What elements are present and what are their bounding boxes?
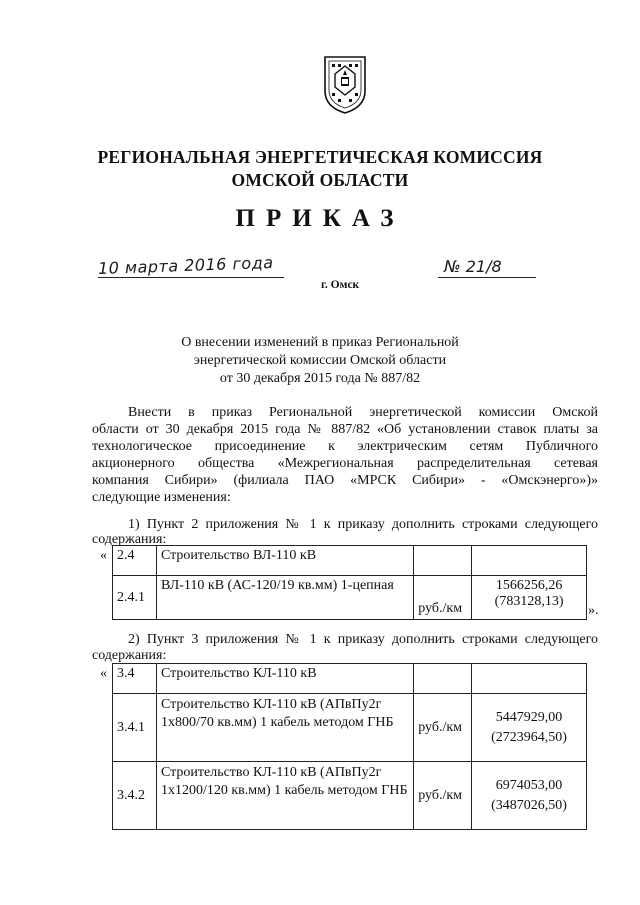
item2-line2: содержания: <box>92 648 167 663</box>
item1-line2: содержания: <box>92 532 167 547</box>
intro-line: технологическое присоединение к электрическим сетям Публичного <box>92 439 598 454</box>
row-name: ВЛ-110 кВ (АС-120/19 кв.мм) 1-цепная <box>156 576 413 620</box>
table-row <box>113 576 587 620</box>
table-row <box>113 664 587 694</box>
document-type-title: ПРИКАЗ <box>235 205 405 232</box>
value-bracket: (3487026,50) <box>491 797 567 813</box>
intro-line: акционерного общества «Межрегиональная распределительная сетевая <box>92 456 598 471</box>
row-number: 3.4.1 <box>113 694 157 762</box>
table-row <box>113 546 587 576</box>
value-main: 6974053,00 <box>495 777 563 793</box>
value-bracket: (783128,13) <box>494 594 564 609</box>
closing-quote: ». <box>588 603 599 618</box>
value-main: 1566256,26 <box>495 578 563 593</box>
handwritten-date: 10 марта 2016 года <box>97 252 274 279</box>
row-number: 3.4 <box>113 664 157 694</box>
row-value <box>472 762 587 830</box>
handwritten-order-number: № 21/8 <box>444 257 502 276</box>
table-point-2 <box>112 545 587 620</box>
date-underline <box>98 277 284 278</box>
table-point-3 <box>112 663 587 830</box>
table-row <box>113 762 587 830</box>
item1-line1: 1) Пункт 2 приложения № 1 к приказу дополнить строками следующего <box>128 517 598 532</box>
intro-line: компания Сибири» (филиала ПАО «МРСК Сибири» - «Омскэнерго»)» <box>92 473 598 488</box>
row-value <box>472 576 587 620</box>
row-unit <box>414 546 472 576</box>
intro-last-line: следующие изменения: <box>92 490 231 505</box>
coat-of-arms-emblem <box>321 53 369 115</box>
row-value <box>472 546 587 576</box>
opening-quote: « <box>100 548 107 563</box>
row-unit <box>414 664 472 694</box>
row-name: Строительство ВЛ-110 кВ <box>156 546 413 576</box>
row-number: 3.4.2 <box>113 762 157 830</box>
row-unit: руб./км <box>414 762 472 830</box>
opening-quote: « <box>100 666 107 681</box>
row-name: Строительство КЛ-110 кВ (АПвПу2г 1х800/70 кв.мм) 1 кабель методом ГНБ <box>156 694 413 762</box>
row-name: Строительство КЛ-110 кВ (АПвПу2г 1х1200/120 кв.мм) 1 кабель методом ГНБ <box>156 762 413 830</box>
subject-line3: от 30 декабря 2015 года № 887/82 <box>219 371 421 386</box>
organization-name-line2: ОМСКОЙ ОБЛАСТИ <box>231 170 409 190</box>
row-value <box>472 694 587 762</box>
city-label: г. Омск <box>321 279 360 291</box>
row-value <box>472 664 587 694</box>
intro-line: Внести в приказ Региональной энергетической комиссии Омской <box>128 405 598 420</box>
row-number: 2.4 <box>113 546 157 576</box>
row-name: Строительство КЛ-110 кВ <box>156 664 413 694</box>
row-unit: руб./км <box>414 576 472 620</box>
value-main: 5447929,00 <box>495 709 563 725</box>
organization-name-line1: РЕГИОНАЛЬНАЯ ЭНЕРГЕТИЧЕСКАЯ КОМИССИЯ <box>97 147 543 167</box>
number-underline <box>438 277 536 278</box>
subject-line1: О внесении изменений в приказ Региональной <box>181 335 459 350</box>
intro-line: области от 30 декабря 2015 года № 887/82 «Об установлении ставок платы за <box>92 422 598 437</box>
row-unit: руб./км <box>414 694 472 762</box>
subject-line2: энергетической комиссии Омской области <box>193 353 447 368</box>
item2-line1: 2) Пункт 3 приложения № 1 к приказу дополнить строками следующего <box>128 632 598 647</box>
value-bracket: (2723964,50) <box>491 729 567 745</box>
row-number: 2.4.1 <box>113 576 157 620</box>
table-row <box>113 694 587 762</box>
